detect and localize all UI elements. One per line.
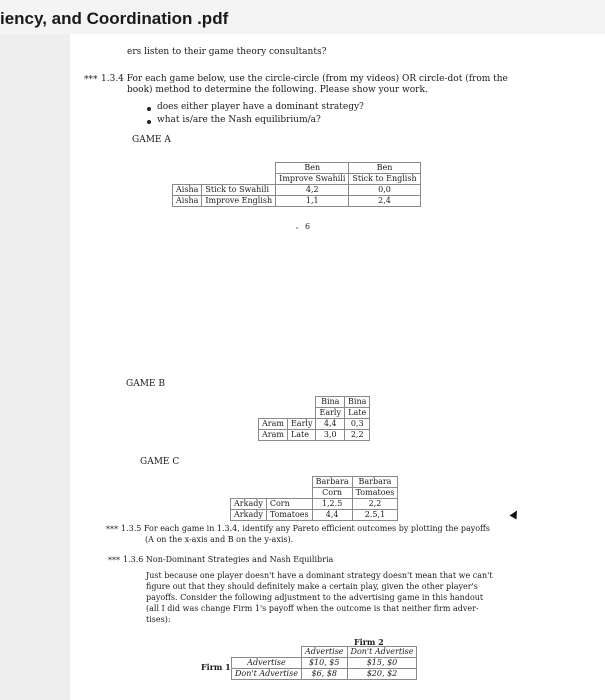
payoff-cell: 1,2.5	[312, 499, 352, 510]
advertising-payoff-table	[231, 646, 417, 680]
col-player: Bina	[316, 397, 345, 408]
row-strategy: Early	[287, 419, 316, 430]
question-1-3-6-body-line: Just because one player doesn't have a dominant strategy doesn't mean that we can't	[146, 571, 493, 580]
col-strategy: Tomatoes	[352, 488, 398, 499]
table-row	[173, 196, 421, 207]
bullet-icon	[147, 120, 151, 124]
col-strategy: Late	[345, 408, 370, 419]
payoff-cell: $6, $8	[301, 669, 347, 680]
question-1-3-6-body-line: figure out that they should definitely make a certain play, given the other player's	[146, 582, 478, 591]
firm1-label: Firm 1	[201, 662, 231, 672]
payoff-cell: 0,3	[345, 419, 370, 430]
payoff-cell: 4,2	[276, 185, 349, 196]
col-strategy: Stick to English	[349, 174, 420, 185]
col-strategy: Don't Advertise	[347, 647, 417, 658]
payoff-cell: 0,0	[349, 185, 420, 196]
game-c-payoff-table	[230, 476, 398, 521]
question-1-3-4-line2: book) method to determine the following. Please show your work.	[127, 85, 428, 95]
payoff-cell: 4,4	[316, 419, 345, 430]
table-row	[259, 430, 370, 441]
row-strategy: Corn	[266, 499, 312, 510]
col-player: Barbara	[312, 477, 352, 488]
table-row	[232, 658, 417, 669]
mark	[296, 227, 298, 229]
row-strategy: Late	[287, 430, 316, 441]
payoff-cell: 3,0	[316, 430, 345, 441]
top-line: ers listen to their game theory consultants?	[127, 47, 327, 57]
question-marker: ***	[108, 556, 120, 565]
game-a-label: GAME A	[132, 135, 171, 145]
game-b-label: GAME B	[126, 379, 165, 389]
payoff-cell: 2,2	[352, 499, 398, 510]
row-player: Arkady	[231, 499, 267, 510]
payoff-cell: $20, $2	[347, 669, 417, 680]
bullet-nash-equilibrium: what is/are the Nash equilibrium/a?	[157, 115, 321, 125]
table-row	[232, 669, 417, 680]
payoff-cell: $15, $0	[347, 658, 417, 669]
col-player: Ben	[349, 163, 420, 174]
question-marker: ***	[106, 525, 118, 534]
question-marker: ***	[84, 75, 98, 85]
payoff-cell: 2,4	[349, 196, 420, 207]
question-1-3-5-line2: (A on the x-axis and B on the y-axis).	[145, 535, 294, 544]
row-strategy: Tomatoes	[266, 510, 312, 521]
table-row	[259, 419, 370, 430]
col-player: Bina	[345, 397, 370, 408]
payoff-cell: 1,1	[276, 196, 349, 207]
document-page	[70, 34, 605, 700]
window-titlebar	[0, 0, 605, 34]
row-player: Aram	[259, 419, 288, 430]
row-player: Arkady	[231, 510, 267, 521]
question-1-3-4-line1: 1.3.4 For each game below, use the circle-circle (from my videos) OR circle-dot (from the	[101, 74, 508, 84]
game-c-label: GAME C	[140, 457, 180, 467]
row-player: Aisha	[173, 185, 202, 196]
question-1-3-5-line1: 1.3.5 For each game in 1.3.4, identify any Pareto efficient outcomes by plotting the payoffs	[121, 524, 490, 533]
col-strategy: Improve Swahili	[276, 174, 349, 185]
row-strategy: Advertise	[232, 658, 302, 669]
col-strategy: Advertise	[301, 647, 347, 658]
row-strategy: Improve English	[202, 196, 276, 207]
game-b-payoff-table	[258, 396, 370, 441]
col-player: Barbara	[352, 477, 398, 488]
question-1-3-6-title: 1.3.6 Non-Dominant Strategies and Nash Equilibria	[123, 555, 334, 564]
table-row	[231, 510, 398, 521]
question-1-3-6-body-line: payoffs. Consider the following adjustment to the advertising game in this handout	[146, 593, 484, 602]
window-title: iency, and Coordination .pdf	[0, 9, 229, 28]
row-player: Aram	[259, 430, 288, 441]
bullet-icon	[147, 107, 151, 111]
row-player: Aisha	[173, 196, 202, 207]
firm2-label: Firm 2	[354, 637, 384, 647]
row-strategy: Stick to Swahili	[202, 185, 276, 196]
table-row	[173, 185, 421, 196]
game-a-payoff-table	[172, 162, 421, 207]
col-strategy: Early	[316, 408, 345, 419]
cursor-arrow-icon	[510, 509, 521, 520]
bullet-dominant-strategy: does either player have a dominant strategy?	[157, 102, 364, 112]
row-strategy: Don't Advertise	[232, 669, 302, 680]
col-player: Ben	[276, 163, 349, 174]
col-strategy: Corn	[312, 488, 352, 499]
payoff-cell: 2.5,1	[352, 510, 398, 521]
payoff-cell: $10, $5	[301, 658, 347, 669]
payoff-cell: 4,4	[312, 510, 352, 521]
payoff-cell: 2,2	[345, 430, 370, 441]
question-1-3-6-body-line: (all I did was change Firm 1's payoff when the outcome is that neither firm adver-	[146, 604, 479, 613]
question-1-3-6-body-line: tises):	[146, 615, 171, 624]
table-row	[231, 499, 398, 510]
page-number: 6	[305, 222, 311, 231]
